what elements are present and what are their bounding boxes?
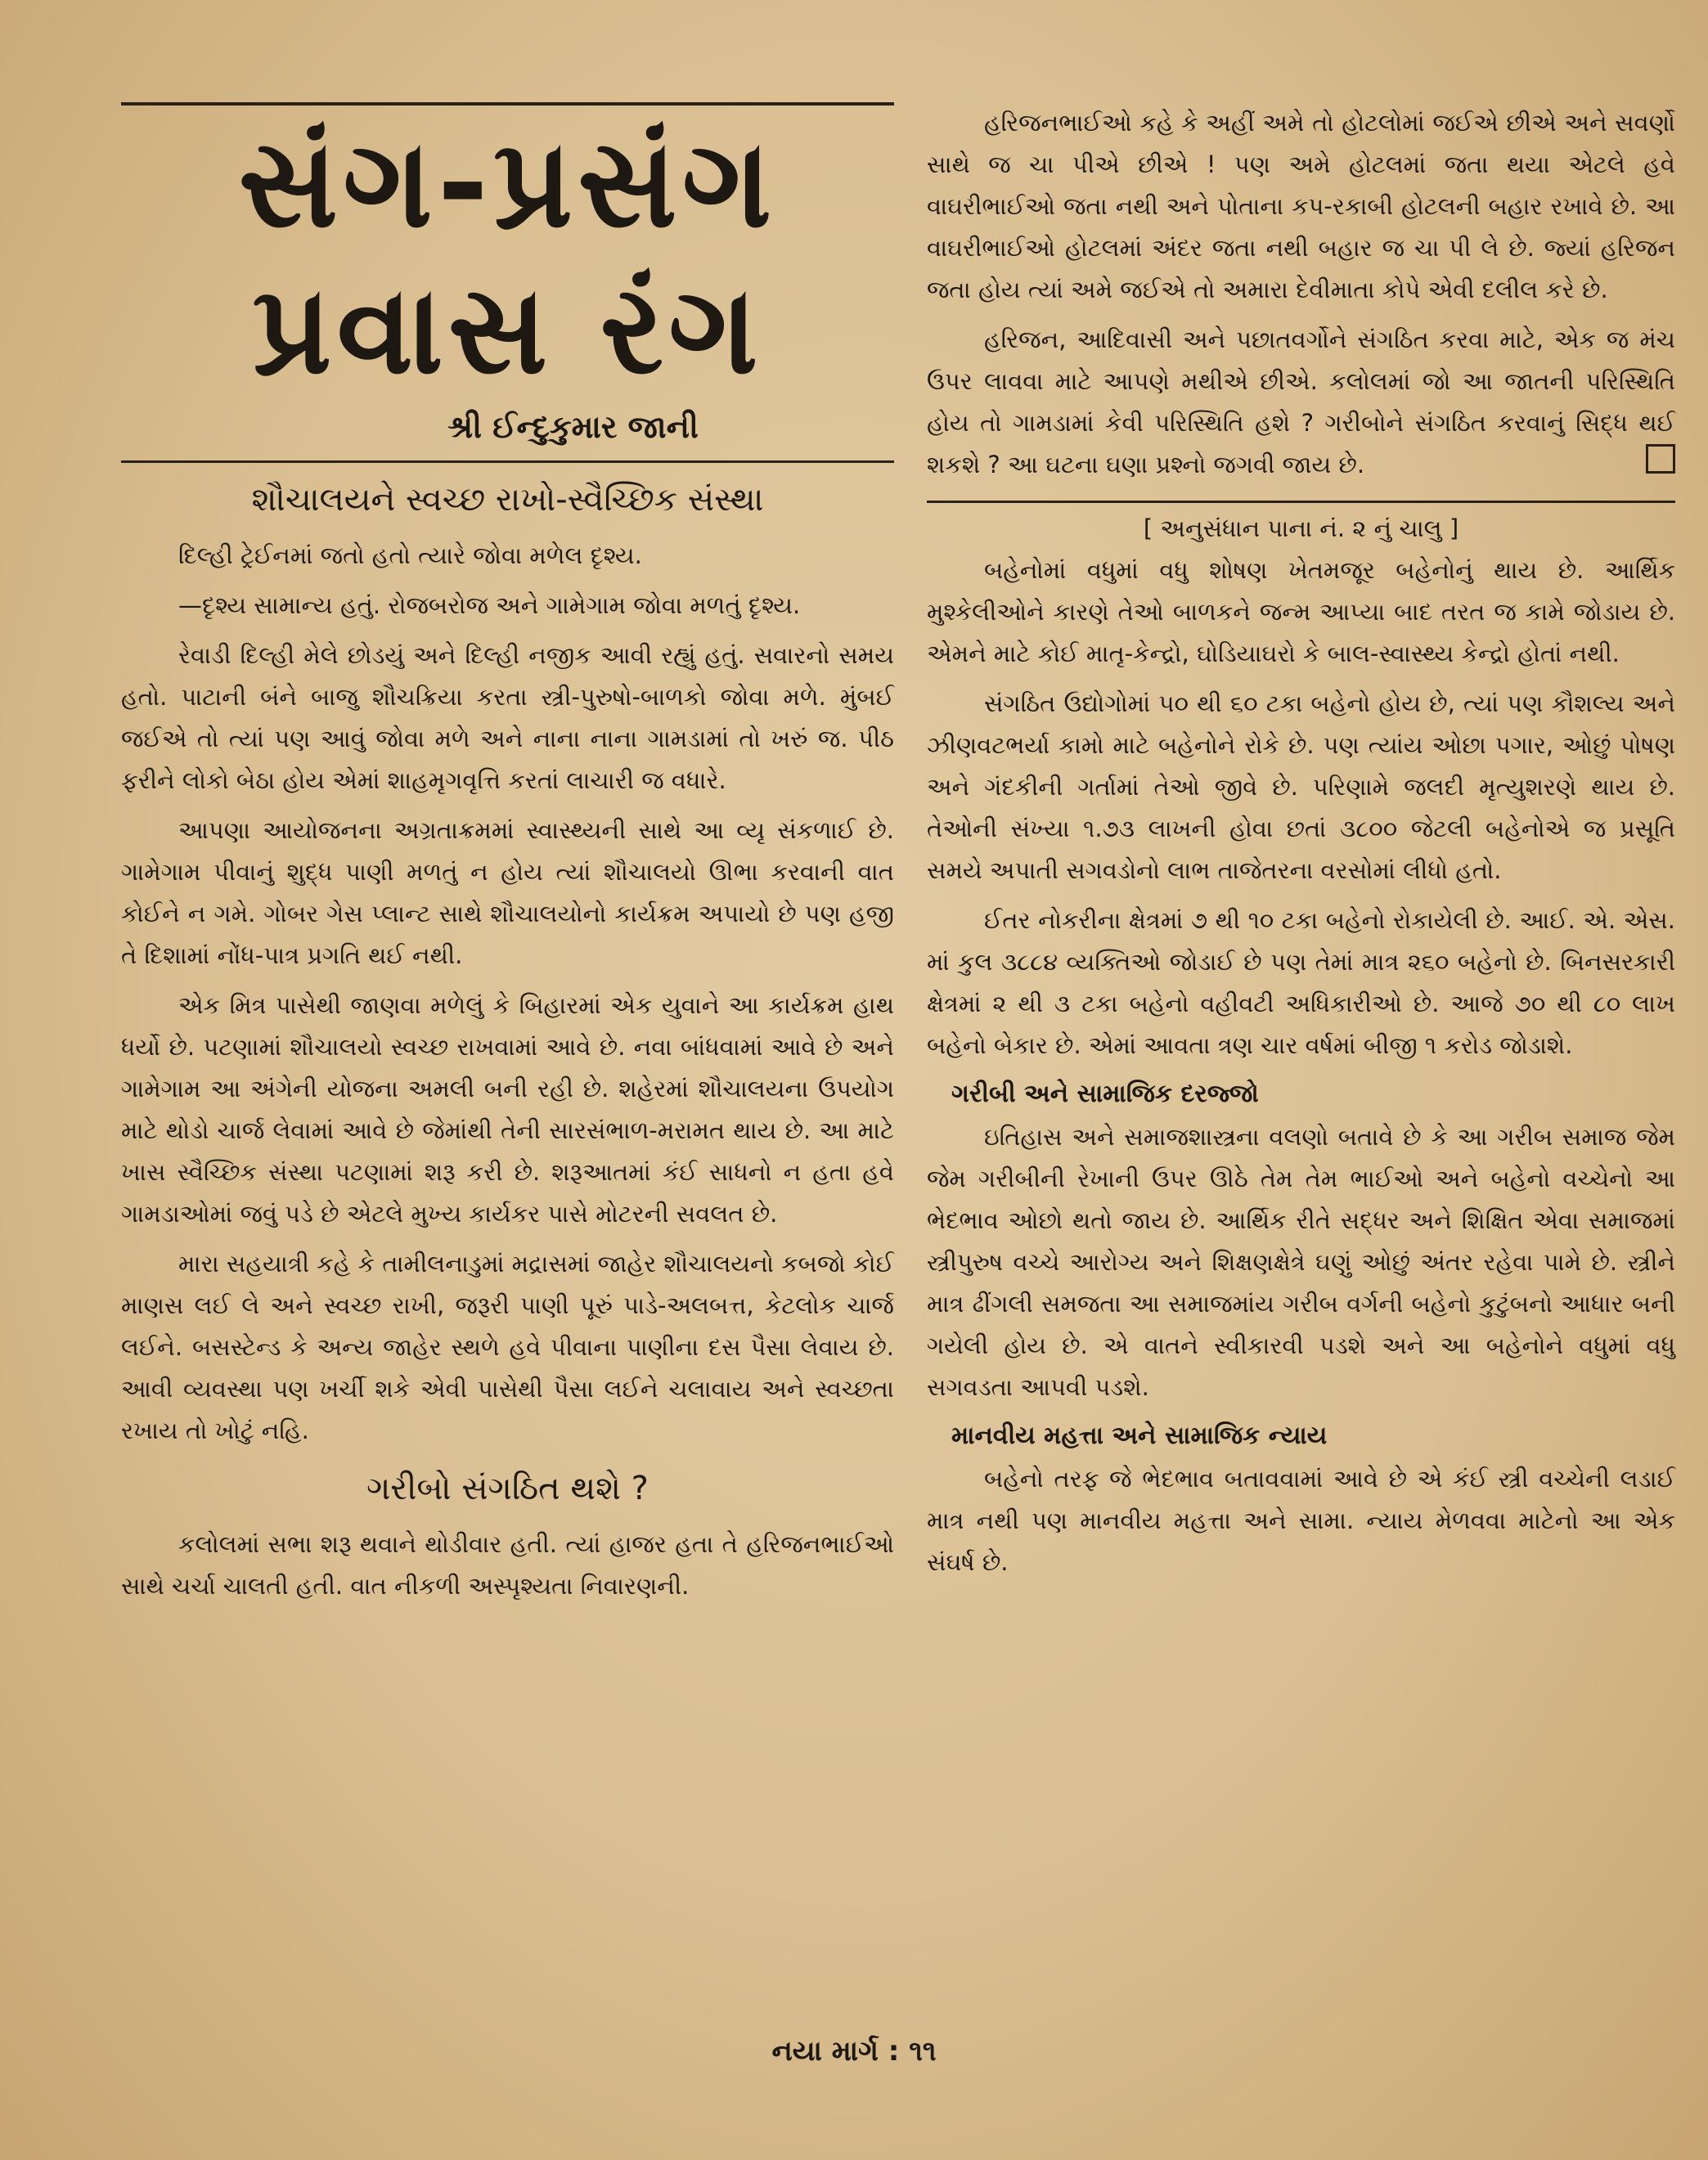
paragraph: કલોલમાં સભા શરૂ થવાને થોડીવાર હતી. ત્યાં હાજર હતા તે હરિજનભાઈઓ સાથે ચર્ચા ચાલતી હતી. વાત નીકળી અસ્પૃશ્યતા નિવારણની.	[121, 1530, 894, 1600]
paragraph: સંગઠિત ઉદ્યોગોમાં ૫૦ થી ૬૦ ટકા બહેનો હોય છે, ત્યાં પણ કૌશલ્ય અને ઝીણવટભર્યા કામો માટે બહેનોને રોકે છે. પણ ત્યાંય ઓછા પગાર, ઓછું પોષણ અને ગંદકીની ગર્તામાં તેઓ જીવે છે. પરિણામે જલદી મૃત્યુશરણે થાય છે. તેઓની સંખ્યા ૧.૭૩ લાખની હોવા છતાં ૩૮૦૦ જેટલી બહેનોએ જ પ્રસૂતિ સમયે અપાતી સગવડોનો લાભ તાજેતરના વરસોમાં લીધો હતો.	[927, 689, 1675, 884]
paragraph	[927, 319, 1675, 486]
title-line-2: પ્રવાસ રંગ	[252, 258, 763, 402]
author-name: શ્રી ઈન્દુકુમાર જાની	[447, 409, 699, 445]
section-title-poor-organize: ગરીબો સંગઠિત થશે ?	[366, 1470, 649, 1507]
paragraph: એક મિત્ર પાસેથી જાણવા મળેલું કે બિહારમાં એક યુવાને આ કાર્યક્રમ હાથ ધર્યો છે. પટણામાં શૌચાલયો સ્વચ્છ રાખવામાં આવે છે. નવા બાંધવામાં આવે છે અને ગામેગામ આ અંગેની યોજના અમલી બની રહી છે. શહેરમાં શૌચાલયના ઉપયોગ માટે થોડો ચાર્જ લેવામાં આવે છે જેમાંથી તેની સારસંભાળ-મરામત થાય છે. આ માટે ખાસ સ્વૈચ્છિક સંસ્થા પટણામાં શરૂ કરી છે. શરૂઆતમાં કંઈ સાધનો ન હતા હવે ગામડાઓમાં જવું પડે છે એટલે મુખ્ય કાર્યકર પાસે મોટરની સવલત છે.	[121, 991, 894, 1228]
paragraph: બહેનોમાં વધુમાં વધુ શોષણ ખેતમજૂર બહેનોનું થાય છે. આર્થિક મુશ્કેલીઓને કારણે તેઓ બાળકને જન્મ આપ્યા બાદ તરત જ કામે જોડાય છે. એમને માટે કોઈ માતૃ-કેન્દ્રો, ઘોડિયાઘરો કે બાલ-સ્વાસ્થ્ય કેન્દ્રો હોતાં નથી.	[927, 556, 1675, 667]
subheading-poverty-status: ગરીબી અને સામાજિક દરજ્જો	[951, 1080, 1259, 1108]
author-rule	[121, 460, 894, 463]
paragraph: આપણા આયોજનના અગ્રતાક્રમમાં સ્વાસ્થ્યની સાથે આ વ્યૃ સંકળાઈ છે. ગામેગામ પીવાનું શુદ્ધ પાણી મળતું ન હોય ત્યાં શૌચાલયો ઊભા કરવાની વાત કોઈને ન ગમે. ગોબર ગેસ પ્લાન્ટ સાથે શૌચાલયોનો કાર્યક્રમ અપાયો છે પણ હજી તે દિશામાં નોંધ-પાત્ર પ્રગતિ થઈ નથી.	[121, 816, 894, 969]
subheading-human-dignity: માનવીય મહત્તા અને સામાજિક ન્યાય	[951, 1421, 1328, 1450]
end-of-article-box-icon	[1646, 444, 1675, 474]
paragraph: ઈતર નોકરીના ક્ષેત્રમાં ૭ થી ૧૦ ટકા બહેનો રોકાયેલી છે. આઈ. એ. એસ. માં કુલ ૩૮૮૪ વ્યક્તિઓ જોડાઈ છે પણ તેમાં માત્ર ૨૬૦ બહેનો છે. બિનસરકારી ક્ષેત્રમાં ૨ થી ૩ ટકા બહેનો વહીવટી અધિકારીઓ છે. આજે ૭૦ થી ૮૦ લાખ બહેનો બેકાર છે. એમાં આવતા ત્રણ ચાર વર્ષમાં બીજી ૧ કરોડ જોડાશે.	[927, 906, 1675, 1059]
left-column	[121, 102, 894, 1615]
paragraph: ઇતિહાસ અને સમાજશાસ્ત્રના વલણો બતાવે છે કે આ ગરીબ સમાજ જેમ જેમ ગરીબીની રેખાની ઉપર ઊઠે તેમ તેમ ભાઈઓ અને બહેનો વચ્ચેનો આ ભેદભાવ ઓછો થતો જાય છે. આર્થિક રીતે સદ્ધર અને શિક્ષિત એવા સમાજમાં સ્ત્રીપુરુષ વચ્ચે આરોગ્ય અને શિક્ષણક્ષેત્રે ઘણું ઓછું અંતર રહેવા પામે છે. સ્ત્રીને માત્ર ઢીંગલી સમજતા આ સમાજમાંય ગરીબ વર્ગની બહેનો કુટુંબનો આધાર બની ગયેલી હોય છે. એ વાતને સ્વીકારવી પડશે અને આ બહેનોને વધુમાં વધુ સગવડતા આપવી પડશે.	[927, 1123, 1675, 1401]
column-divider-rule	[927, 501, 1675, 503]
paragraph-text: હરિજન, આદિવાસી અને પછાતવર્ગોને સંગઠિત કરવા માટે, એક જ મંચ ઉપર લાવવા માટે આપણે મથીએ છીએ. કલોલમાં જો આ જાતની પરિસ્થિતિ હોય તો ગામડામાં કેવી પરિસ્થિતિ હશે ? ગરીબોને સંગઠિત કરવાનું સિદ્ધ થઈ શકશે ? આ ઘટના ઘણા પ્રશ્નો જગવી જાય છે.	[927, 326, 1675, 478]
paragraph: બહેનો તરફ જે ભેદભાવ બતાવવામાં આવે છે એ કંઈ સ્ત્રી વચ્ચેની લડાઈ માત્ર નથી પણ માનવીય મહત્તા અને સામા. ન્યાય મેળવવા માટેનો આ એક સંઘર્ષ છે.	[927, 1465, 1675, 1576]
paragraph: હરિજનભાઈઓ કહે કે અહીં અમે તો હોટલોમાં જઈએ છીએ અને સવર્ણો સાથે જ ચા પીએ છીએ ! પણ અમે હોટલમાં જતા થયા એટલે હવે વાઘરીભાઈઓ જતા નથી અને પોતાના કપ-રકાબી હોટલની બહાર રખાવે છે. આ વાઘરીભાઈઓ હોટલમાં અંદર જતા નથી બહાર જ ચા પી લે છે. જ્યાં હરિજન જતા હોય ત્યાં અમે જઈએ તો અમારા દેવીમાતા કોપે એવી દલીલ કરે છે.	[927, 109, 1675, 303]
paragraph: રેવાડી દિલ્હી મેલે છોડયું અને દિલ્હી નજીક આવી રહ્યું હતું. સવારનો સમય હતો. પાટાની બંને બાજુ શૌચક્રિયા કરતા સ્ત્રી-પુરુષો-બાળકો જોવા મળે. મુંબઈ જઈએ તો ત્યાં પણ આવું જોવા મળે અને નાના નાના ગામડામાં તો ખરું જ. પીઠ ફરીને લોકો બેઠા હોય એમાં શાહમૃગવૃત્તિ કરતાં લાચારી જ વધારે.	[121, 641, 894, 794]
title-line-1: સંગ-પ્રસંગ	[238, 113, 777, 255]
paragraph: —દૃશ્ય સામાન્ય હતું. રોજબરોજ અને ગામેગામ જોવા મળતું દૃશ્ય.	[178, 591, 801, 619]
right-column	[927, 102, 1675, 1592]
paragraph: દિલ્હી ટ્રેઈનમાં જતો હતો ત્યારે જોવા મળેલ દૃશ્ય.	[178, 541, 642, 569]
top-rule-left	[121, 102, 894, 106]
paragraph: મારા સહયાત્રી કહે કે તામીલનાડુમાં મદ્રાસમાં જાહેર શૌચાલયનો કબજો કોઈ માણસ લઈ લે અને સ્વચ્છ રાખી, જરૂરી પાણી પૂરું પાડે-અલબત્ત, કેટલોક ચાર્જ લઈને. બસસ્ટેન્ડ કે અન્ય જાહેર સ્થળે હવે પીવાના પાણીના દસ પૈસા લેવાય છે. આવી વ્યવસ્થા પણ ખર્ચી શકે એવી પાસેથી પૈસા લઈને ચલાવાય અને સ્વચ્છતા રખાય તો ખોટું નહિ.	[121, 1250, 894, 1444]
continued-note: [ અનુસંધાન પાના નં. ૨ નું ચાલુ ]	[1143, 514, 1459, 542]
page-footer: નયા માર્ગ : ૧૧	[771, 2035, 937, 2068]
section-title-sanitation: શૌચાલયને સ્વચ્છ રાખો-સ્વૈચ્છિક સંસ્થા	[251, 481, 764, 519]
